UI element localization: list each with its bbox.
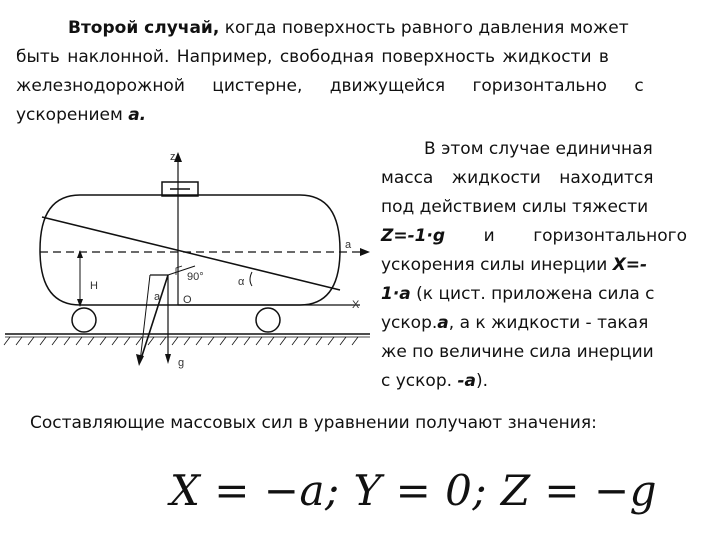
label-g: g xyxy=(178,357,185,369)
label-alpha: α xyxy=(238,276,245,288)
intro-line-3: железнодорожной цистерне, движущейся горизонтально с xyxy=(16,76,644,96)
intro-line-1: Второй случай, когда поверхность равного давления может xyxy=(68,18,629,38)
right-line-2: масса жидкости находится xyxy=(381,168,654,188)
right-line-7: ускор.a, а к жидкости - такая xyxy=(381,313,649,333)
label-a-vector: a xyxy=(154,291,161,303)
right-line-6: 1·a (к цист. приложена сила с xyxy=(381,284,655,304)
right-line-9: с ускор. -a). xyxy=(381,371,489,391)
wheel-left xyxy=(72,308,96,332)
label-angle-90: 90° xyxy=(187,271,204,283)
resultant-vector xyxy=(140,275,168,362)
tank-outline xyxy=(40,195,340,305)
label-a-top: a xyxy=(345,239,352,251)
rail-hatching xyxy=(4,337,358,345)
label-X: X xyxy=(352,299,360,311)
intro-line-4: ускорением а. xyxy=(16,105,147,125)
label-H: H xyxy=(90,280,98,292)
right-line-4: Z=-1·g и горизонтального xyxy=(381,226,687,246)
case-heading: Второй случай, xyxy=(68,18,220,38)
label-z: z xyxy=(170,151,176,163)
mass-forces-formula: X = −a; Y = 0; Z = −g xyxy=(170,466,658,515)
right-line-3: под действием силы тяжести xyxy=(381,197,649,217)
wheel-right xyxy=(256,308,280,332)
right-line-1: В этом случае единичная xyxy=(424,139,653,159)
label-O: O xyxy=(183,294,192,306)
alpha-arc xyxy=(250,272,252,286)
summary-line: Составляющие массовых сил в уравнении получают значения: xyxy=(30,413,597,433)
intro-line-2: быть наклонной. Например, свободная поверхность жидкости в xyxy=(16,47,609,67)
right-line-5: ускорения силы инерции X=- xyxy=(381,255,648,275)
tank-diagram xyxy=(0,140,380,380)
right-line-8: же по величине сила инерции xyxy=(381,342,654,362)
